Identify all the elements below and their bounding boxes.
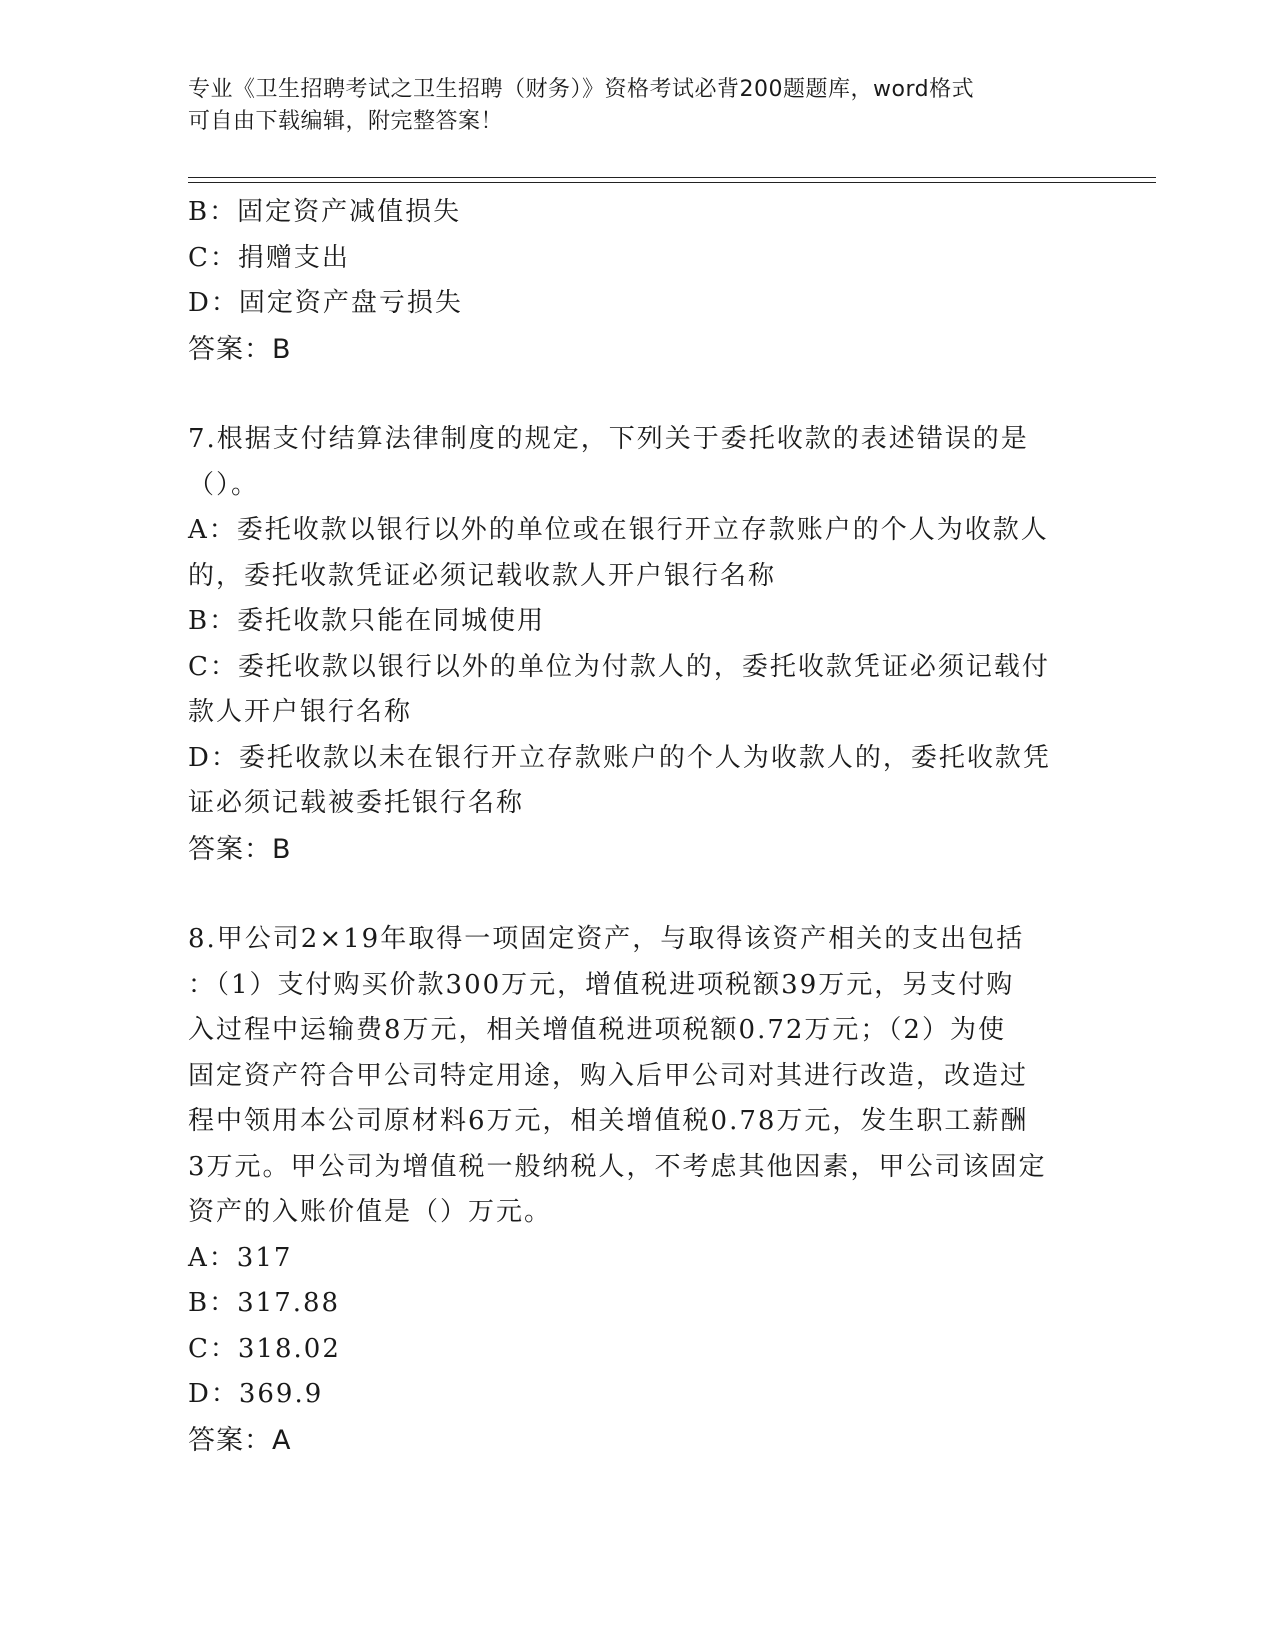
question-stem-line: 固定资产符合甲公司特定用途，购入后甲公司对其进行改造，改造过 [188,1060,1029,1091]
question-stem-line: 程中领用本公司原材料6万元，相关增值税0.78万元，发生职工薪酬 [188,1106,1029,1136]
option-c-continued: 款人开户银行名称 [188,697,413,727]
option-b: B：委托收款只能在同城使用 [188,606,546,636]
option-a: A：委托收款以银行以外的单位或在银行开立存款账户的个人为收款人 [188,515,1049,545]
header-divider-bottom [188,182,1156,183]
question-8 [188,917,1078,1463]
option-b: B：固定资产减值损失 [188,197,462,227]
spacer [188,372,1078,417]
question-7 [188,417,1078,872]
spacer [188,872,1078,917]
option-c: C：捐赠支出 [188,242,350,273]
question-stem-line: 3万元。甲公司为增值税一般纳税人，不考虑其他因素，甲公司该固定 [188,1151,1047,1182]
question-stem-line: ：（1）支付购买价款300万元，增值税进项税额39万元，另支付购 [188,969,1015,1000]
question-stem-line: 入过程中运输费8万元，相关增值税进项税额0.72万元；（2）为使 [188,1015,1006,1045]
option-b: B：317.88 [188,1288,341,1318]
question-stem-line: 7.根据支付结算法律制度的规定，下列关于委托收款的表述错误的是 [188,424,1029,454]
header-line-2: 可自由下载编辑，附完整答案！ [188,109,504,134]
answer-line: 答案：B [188,833,292,865]
option-c: C：318.02 [188,1333,341,1364]
option-d: D：委托收款以未在银行开立存款账户的个人为收款人的，委托收款凭 [188,742,1051,773]
question-stem-line: 资产的入账价值是（）万元。 [188,1197,553,1227]
page-header [188,74,1068,138]
header-line-1: 专业《卫生招聘考试之卫生招聘（财务）》资格考试必背200题题库，word格式 [188,77,975,102]
option-a: A：317 [188,1242,293,1273]
option-c: C：委托收款以银行以外的单位为付款人的，委托收款凭证必须记载付 [188,651,1050,682]
answer-line: 答案：A [188,1424,292,1456]
header-divider-top [188,177,1156,178]
prev-question [188,190,1078,372]
option-d-continued: 证必须记载被委托银行名称 [188,788,525,818]
question-stem-line: （）。 [188,469,260,500]
option-d: D：固定资产盘亏损失 [188,288,463,318]
question-content [188,190,1078,1463]
option-a-continued: 的，委托收款凭证必须记载收款人开户银行名称 [188,560,777,591]
question-stem-line: 8.甲公司2×19年取得一项固定资产，与取得该资产相关的支出包括 [188,924,1025,954]
option-d: D：369.9 [188,1379,324,1409]
answer-line: 答案：B [188,333,292,365]
